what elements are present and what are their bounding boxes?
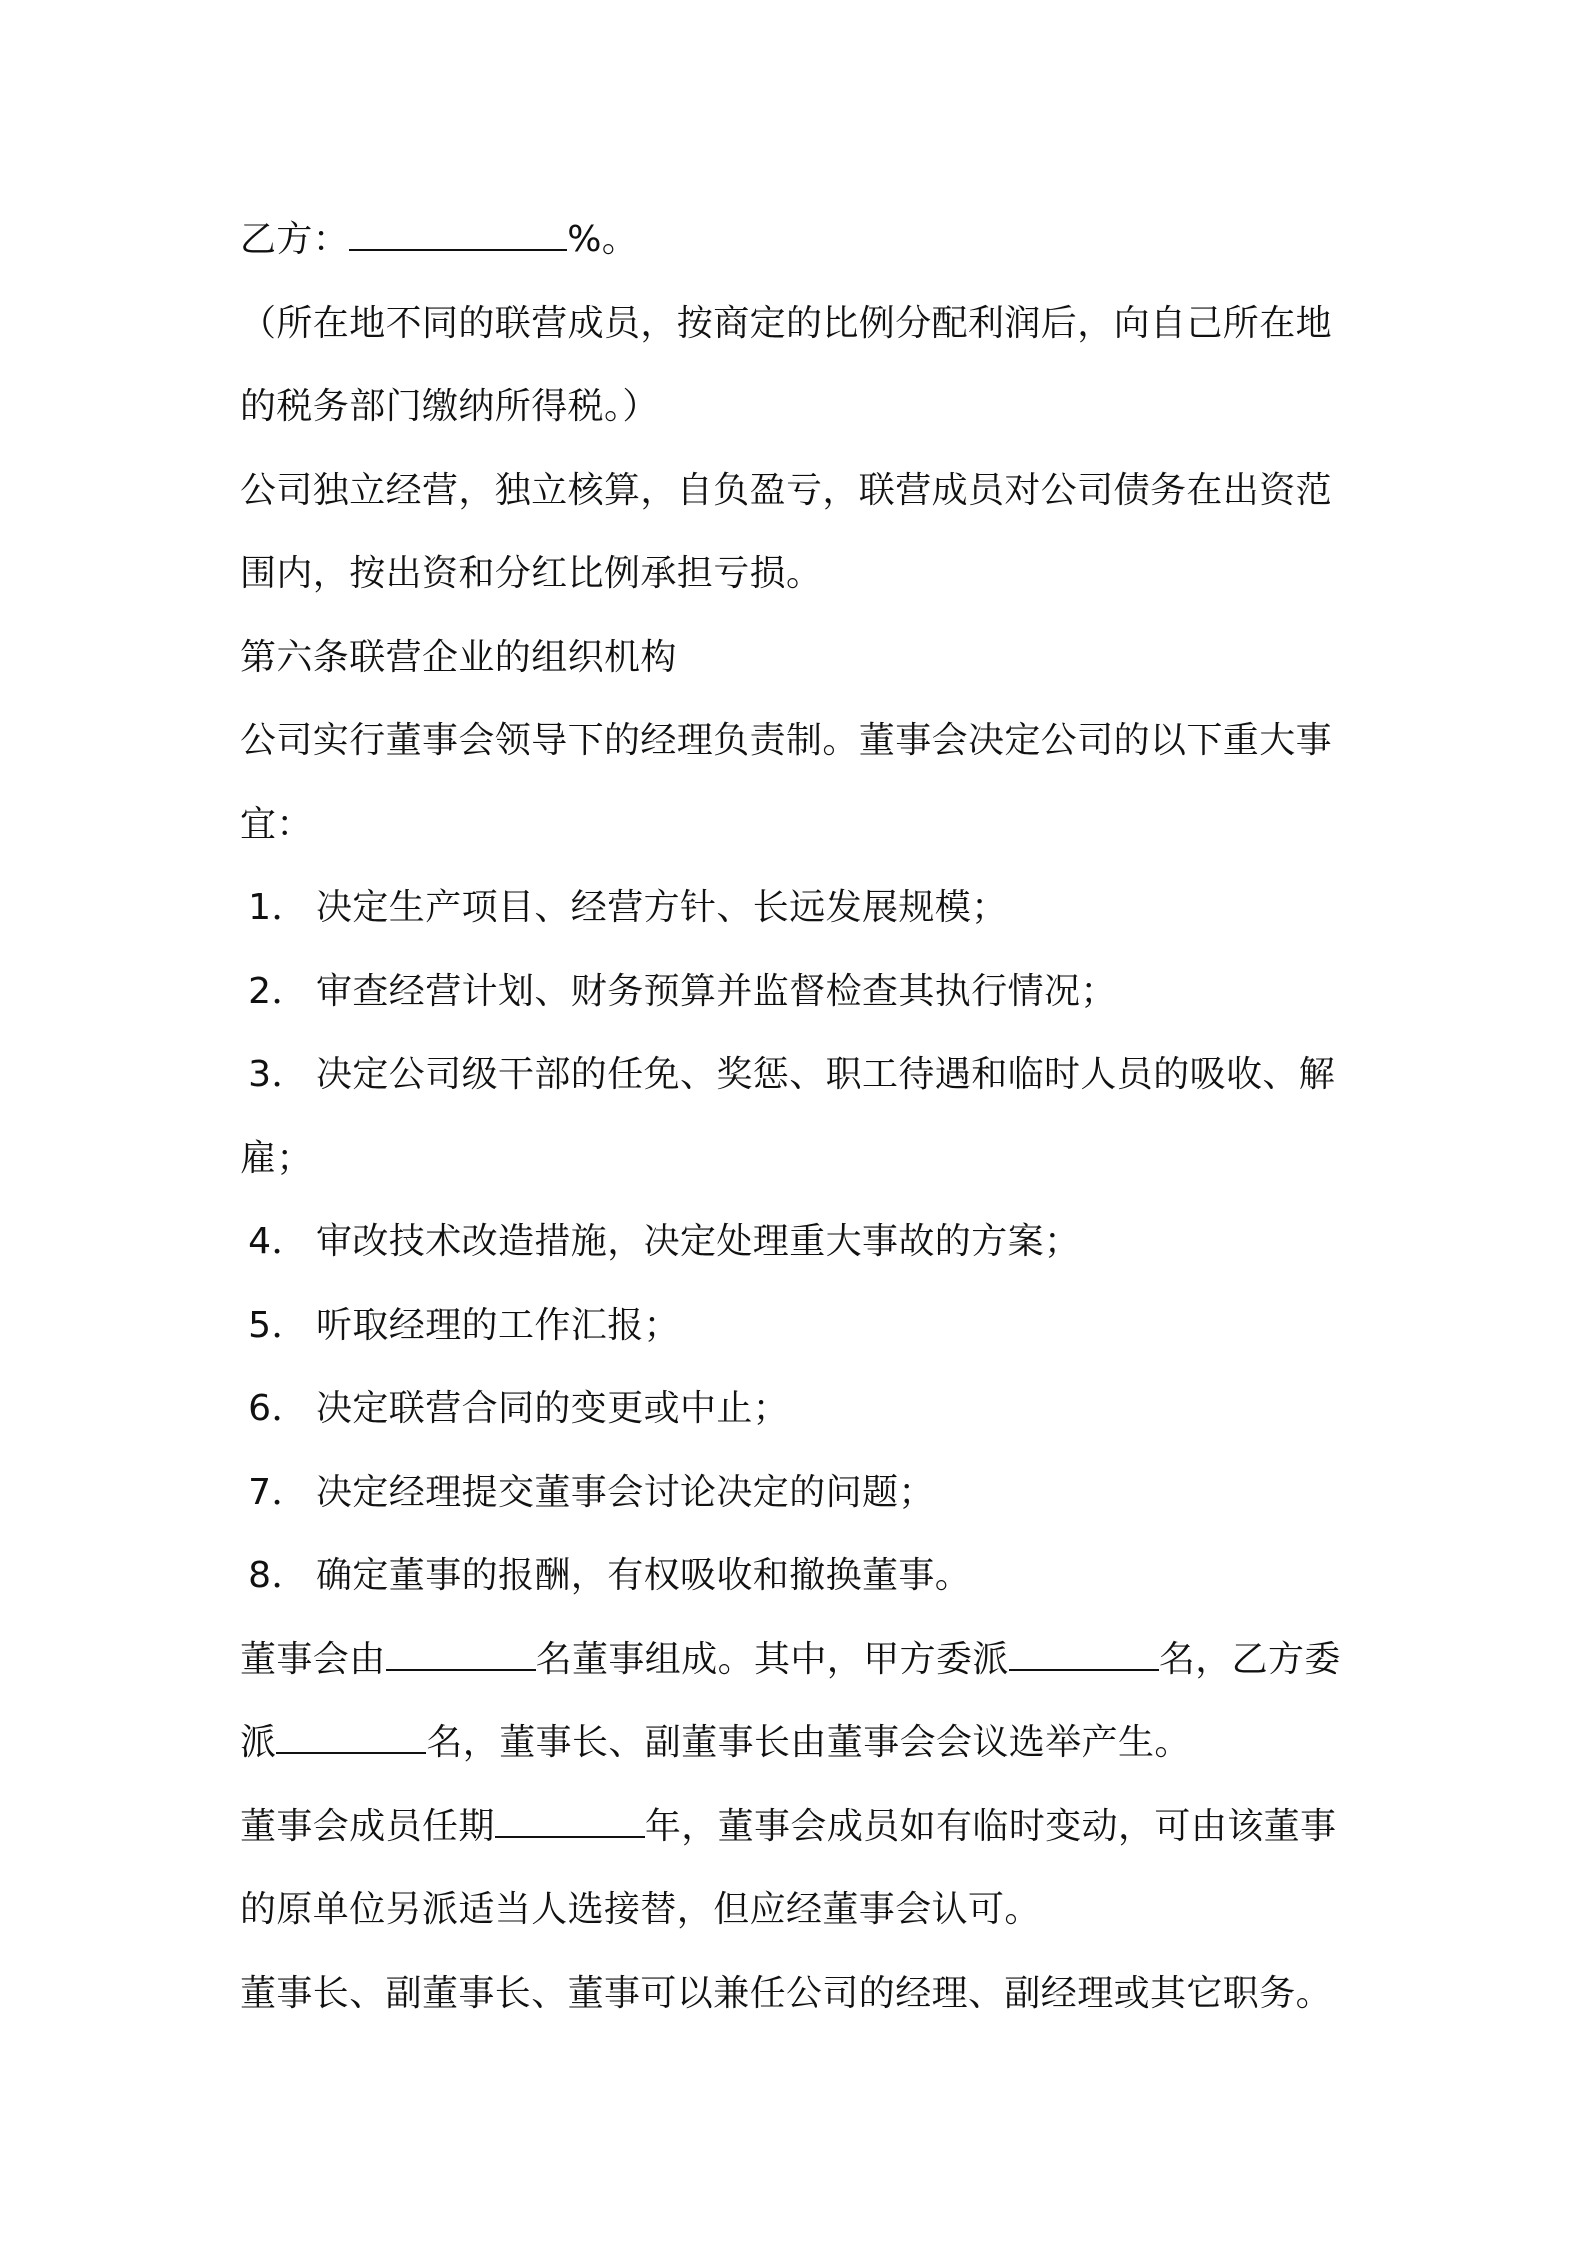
text-segment: 董事会由 <box>240 1638 386 1680</box>
board-size-blank <box>386 1639 536 1671</box>
text-line: 的原单位另派适当人选接替，但应经董事会认可。 <box>240 1889 1041 1930</box>
section-heading: 第六条联营企业的组织机构 <box>240 636 677 678</box>
list-item-text: 决定生产项目、经营方针、长远发展规模； <box>316 887 1008 928</box>
text-line: （所在地不同的联营成员，按商定的比例分配利润后，向自己所在地 <box>240 302 1333 344</box>
list-item <box>240 866 1360 950</box>
list-item-text: 决定经理提交董事会讨论决定的问题； <box>316 1471 935 1513</box>
list-item <box>240 950 1360 1034</box>
text-segment: 名，乙方委 <box>1158 1638 1341 1680</box>
text-segment: 年，董事会成员如有临时变动，可由该董事 <box>644 1805 1337 1847</box>
list-item-text: 听取经理的工作汇报； <box>316 1304 681 1346</box>
list-item <box>240 1200 1360 1284</box>
text-line: 围内，按出资和分红比例承担亏损。 <box>240 553 823 594</box>
party-b-label: 乙方： <box>240 219 350 260</box>
list-item-text: 审改技术改造措施，决定处理重大事故的方案； <box>316 1221 1081 1262</box>
text-segment: 名，董事长、副董事长由董事会会议选举产生。 <box>426 1722 1191 1763</box>
list-item-number: 8． <box>248 1555 308 1596</box>
party-a-directors-blank <box>1009 1639 1159 1671</box>
party-b-share-blank <box>349 219 567 251</box>
list-item-continuation <box>240 1117 1360 1201</box>
text-line: 公司实行董事会领导下的经理负责制。董事会决定公司的以下重大事 <box>240 720 1333 761</box>
list-item <box>240 1033 1360 1117</box>
text-line: 的税务部门缴纳所得税。） <box>240 386 659 427</box>
board-term-line <box>240 1785 1360 1869</box>
list-item-number: 5． <box>248 1304 308 1346</box>
list-item-number: 2． <box>248 970 308 1012</box>
text-segment: 董事会成员任期 <box>240 1805 495 1847</box>
list-item-text: 雇； <box>240 1137 313 1179</box>
party-b-share-line <box>240 198 1360 282</box>
percent-sign: %。 <box>567 219 639 260</box>
board-size-line <box>240 1618 1360 1702</box>
text-segment: 名董事组成。其中，甲方委派 <box>535 1638 1009 1680</box>
list-item-number: 4． <box>248 1221 308 1262</box>
list-item <box>240 1451 1360 1535</box>
list-item <box>240 1534 1360 1618</box>
party-b-directors-blank <box>276 1722 426 1754</box>
list-item <box>240 1284 1360 1368</box>
list-item-text: 审查经营计划、财务预算并监督检查其执行情况； <box>316 970 1117 1012</box>
text-line: 宜： <box>240 803 313 845</box>
document-body <box>240 198 1360 2035</box>
list-item <box>240 1367 1360 1451</box>
list-item-number: 1． <box>248 887 308 928</box>
text-line: 董事长、副董事长、董事可以兼任公司的经理、副经理或其它职务。 <box>240 1972 1333 2014</box>
term-years-blank <box>495 1806 645 1838</box>
list-item-number: 7． <box>248 1471 308 1513</box>
list-item-text: 确定董事的报酬，有权吸收和撤换董事。 <box>316 1555 972 1596</box>
board-appointment-line <box>240 1701 1360 1785</box>
list-item-number: 3． <box>248 1054 308 1095</box>
text-line: 公司独立经营，独立核算，自负盈亏，联营成员对公司债务在出资范 <box>240 469 1333 511</box>
list-item-text: 决定公司级干部的任免、奖惩、职工待遇和临时人员的吸收、解 <box>316 1054 1336 1095</box>
list-item-number: 6． <box>248 1388 308 1429</box>
list-item-text: 决定联营合同的变更或中止； <box>316 1388 790 1429</box>
text-segment: 派 <box>240 1722 277 1763</box>
